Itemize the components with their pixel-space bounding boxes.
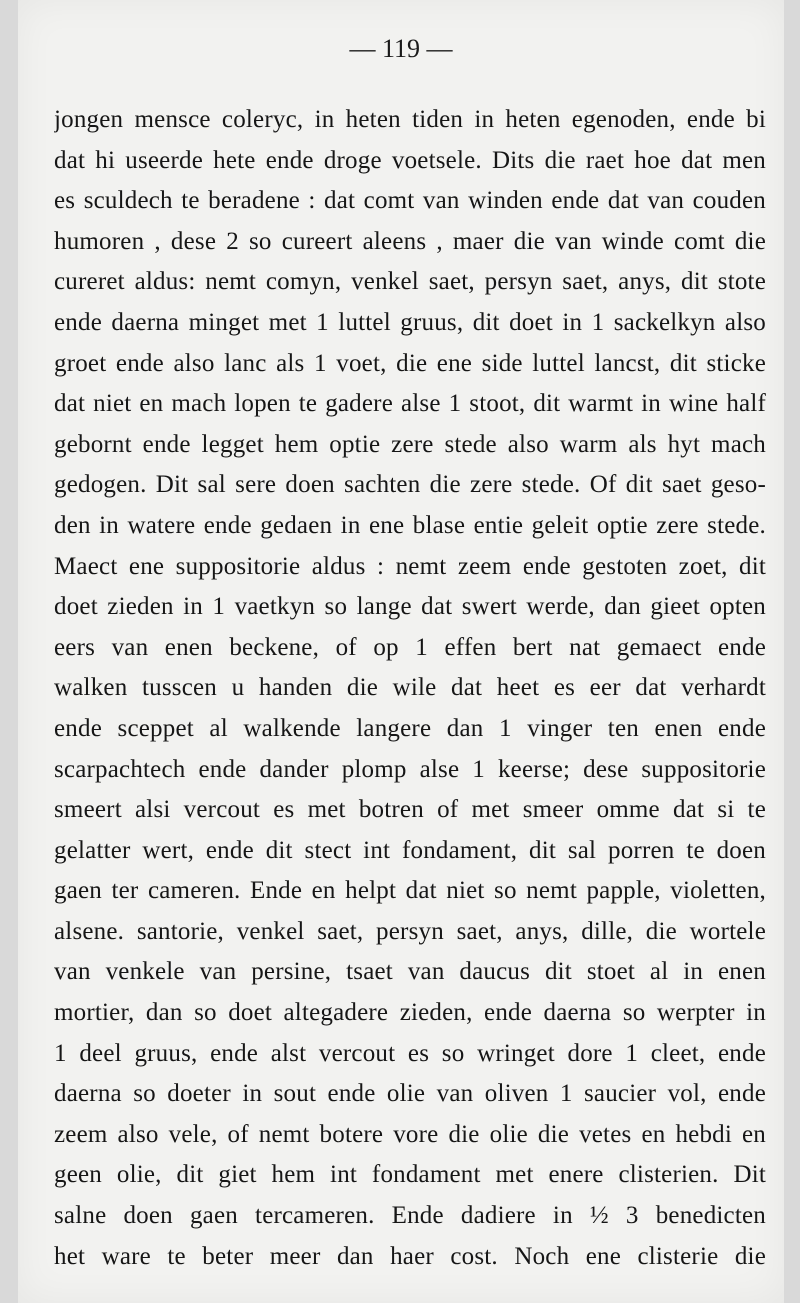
text-line: scarpachtech ende dander plomp alse 1 keerse; dese suppositorie xyxy=(54,755,766,783)
text-line: Maect ene suppositorie aldus : nemt zeem ende gestoten zoet, dit xyxy=(54,552,766,580)
text-line: cureret aldus: nemt comyn, venkel saet, persyn saet, anys, dit stote xyxy=(54,268,766,296)
text-line: walken tusscen u handen die wile dat heet es eer dat verhardt xyxy=(54,674,766,702)
book-page xyxy=(18,0,784,1303)
text-line: eers van enen beckene, of op 1 effen bert nat gemaect ende xyxy=(54,633,766,661)
text-line: doet zieden in 1 vaetkyn so lange dat swert werde, dan gieet opten xyxy=(54,593,766,621)
text-line: dat hi useerde hete ende droge voetsele. Dits die raet hoe dat men xyxy=(54,146,766,174)
text-line: es sculdech te beradene : dat comt van winden ende dat van couden xyxy=(54,187,766,215)
text-line: gelatter wert, ende dit stect int fondament, dit sal porren te doen xyxy=(54,836,766,864)
text-line: smeert alsi vercout es met botren of met smeer omme dat si te xyxy=(54,796,766,824)
text-line: den in watere ende gedaen in ene blase entie geleit optie zere stede. xyxy=(54,511,766,539)
text-line: geen olie, dit giet hem int fondament met enere clisterien. Dit xyxy=(54,1161,766,1189)
text-line: ende daerna minget met 1 luttel gruus, dit doet in 1 sackelkyn also xyxy=(54,308,766,336)
text-line: humoren , dese 2 so cureert aleens , maer die van winde comt die xyxy=(54,227,766,255)
text-line: daerna so doeter in sout ende olie van oliven 1 saucier vol, ende xyxy=(54,1080,766,1108)
text-line: alsene. santorie, venkel saet, persyn saet, anys, dille, die wortele xyxy=(54,917,766,945)
text-line: mortier, dan so doet altegadere zieden, ende daerna so werpter in xyxy=(54,999,766,1027)
body-text xyxy=(54,100,766,1277)
text-line: gaen ter cameren. Ende en helpt dat niet so nemt papple, violetten, xyxy=(54,877,766,905)
page-number: — 119 — xyxy=(349,34,453,63)
text-line: dat niet en mach lopen te gadere alse 1 stoot, dit warmt in wine half xyxy=(54,390,766,418)
text-line: zeem also vele, of nemt botere vore die olie die vetes en hebdi en xyxy=(54,1120,766,1148)
text-line: het ware te beter meer dan haer cost. Noch ene clisterie die xyxy=(54,1242,766,1270)
text-line: gebornt ende legget hem optie zere stede also warm als hyt mach xyxy=(54,430,766,458)
text-line: groet ende also lanc als 1 voet, die ene side luttel lancst, dit sticke xyxy=(54,349,766,377)
text-line: gedogen. Dit sal sere doen sachten die zere stede. Of dit saet geso- xyxy=(54,471,766,499)
text-line: van venkele van persine, tsaet van daucus dit stoet al in enen xyxy=(54,958,766,986)
text-line: jongen mensce coleryc, in heten tiden in heten egenoden, ende bi xyxy=(54,106,766,133)
text-line: salne doen gaen tercameren. Ende dadiere in ½ 3 benedicten xyxy=(54,1202,766,1230)
text-line: ende sceppet al walkende langere dan 1 vinger ten enen ende xyxy=(54,714,766,742)
text-line: 1 deel gruus, ende alst vercout es so wringet dore 1 cleet, ende xyxy=(54,1039,766,1067)
